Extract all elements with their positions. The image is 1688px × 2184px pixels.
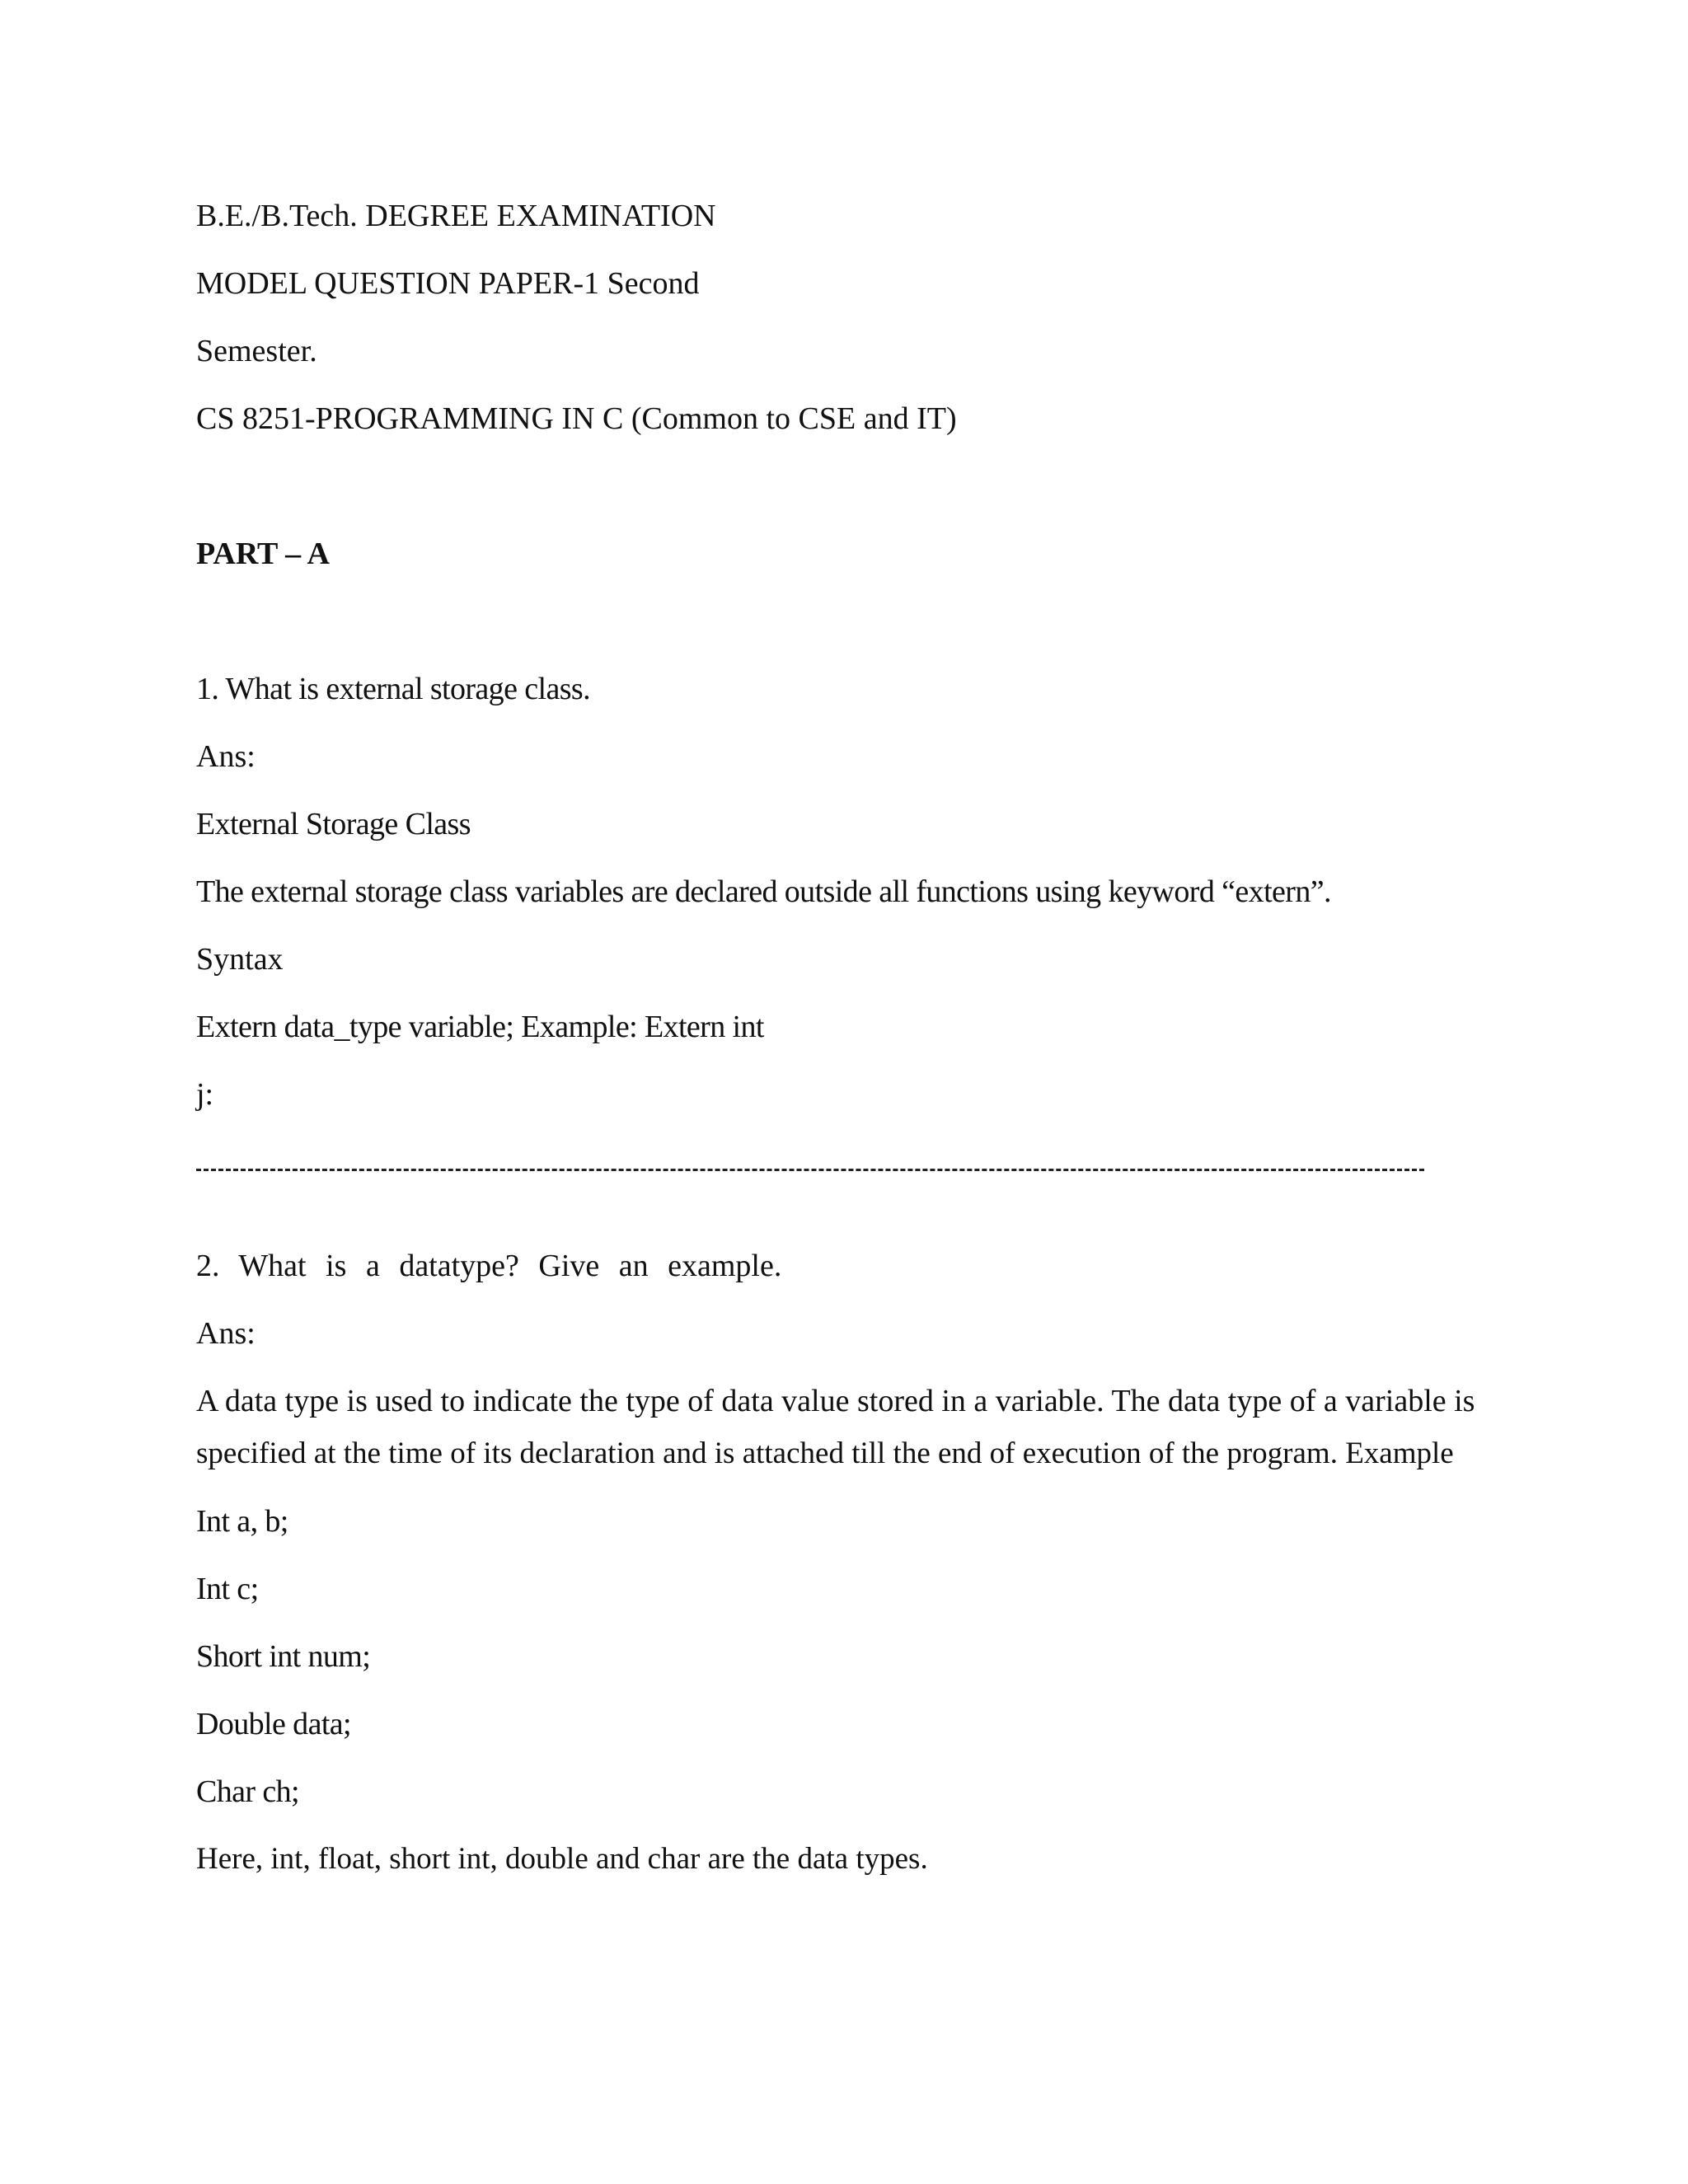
example-line: Char ch; — [196, 1774, 299, 1809]
paper-title: MODEL QUESTION PAPER-1 Second — [196, 266, 700, 301]
syntax-continuation: j: — [196, 1077, 214, 1112]
answer-2-body-line-2: specified at the time of its declaration and is attached till the end of execution of the program. Example — [196, 1436, 1454, 1470]
dashed-divider — [196, 1169, 1424, 1171]
question-1: 1. What is external storage class. — [196, 672, 591, 706]
answer-2-body-line-1: A data type is used to indicate the type of data value stored in a variable. The data type of a variable is — [196, 1384, 1475, 1418]
answer-1-subheading: External Storage Class — [196, 807, 471, 841]
answer-1-body: The external storage class variables are declared outside all functions using keyword “extern”. — [196, 874, 1331, 909]
answer-2-conclusion: Here, int, float, short int, double and char are the data types. — [196, 1842, 928, 1876]
course-title: CS 8251-PROGRAMMING IN C (Common to CSE and IT) — [196, 401, 957, 436]
example-line: Short int num; — [196, 1639, 371, 1674]
example-line: Int c; — [196, 1572, 259, 1606]
part-heading: PART – A — [196, 537, 330, 571]
example-line: Double data; — [196, 1707, 352, 1741]
semester-label: Semester. — [196, 334, 317, 368]
example-line: Int a, b; — [196, 1504, 288, 1539]
exam-title: B.E./B.Tech. DEGREE EXAMINATION — [196, 199, 716, 233]
answer-label-1: Ans: — [196, 739, 256, 774]
syntax-text: Extern data_type variable; Example: Extern int — [196, 1010, 764, 1044]
question-2: 2. What is a datatype? Give an example. — [196, 1249, 782, 1283]
syntax-label: Syntax — [196, 942, 284, 977]
answer-label-2: Ans: — [196, 1316, 256, 1351]
